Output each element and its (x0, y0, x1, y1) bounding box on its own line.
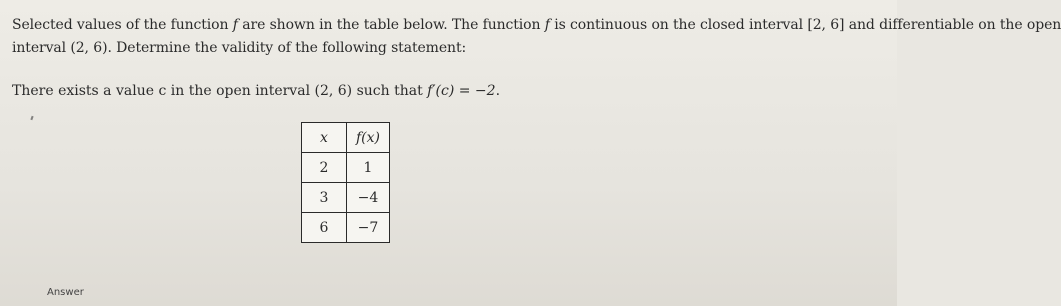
answer-label: Answer (47, 287, 84, 298)
statement-text-segment: There exists a value c in the open interval (12, 83, 315, 99)
statement (12, 83, 500, 99)
statement-text-segment: . (495, 83, 501, 99)
table-cell-x: 6 (302, 213, 347, 243)
problem-text-segment: is continuous on the closed interval (549, 17, 808, 33)
problem-text-segment: . Determine the validity of the following statement: (107, 40, 467, 56)
open-interval: (2, 6) (70, 40, 108, 56)
closed-interval: [2, 6] (807, 17, 845, 33)
statement-interval: (2, 6) (314, 83, 353, 99)
table-cell-x: 3 (302, 183, 347, 213)
statement-text-segment: such that (352, 83, 428, 99)
column-header-fx: f(x) (347, 123, 390, 153)
problem-text-segment: interval (12, 40, 71, 56)
column-header-x: x (302, 123, 347, 153)
table-cell-fx: −4 (347, 183, 390, 213)
table-row (302, 183, 390, 213)
problem-line-2 (12, 37, 887, 60)
table-cell-fx: −7 (347, 213, 390, 243)
problem-line-1 (12, 14, 1061, 37)
function-values-table (301, 122, 390, 243)
stray-mark (30, 116, 33, 120)
table-cell-fx: 1 (347, 153, 390, 183)
problem-text-segment: Selected values of the function (12, 17, 233, 33)
table-cell-x: 2 (302, 153, 347, 183)
function-symbol: f (232, 17, 238, 33)
table-row (302, 213, 390, 243)
table-row (302, 153, 390, 183)
statement-equation: f′(c) = −2 (427, 83, 496, 99)
problem-text-segment: are shown in the table below. The function (237, 17, 545, 33)
problem-description (12, 14, 1061, 60)
table-header-row (302, 123, 390, 153)
function-symbol: f (544, 17, 550, 33)
problem-text-segment: and differentiable on the open (844, 17, 1061, 33)
